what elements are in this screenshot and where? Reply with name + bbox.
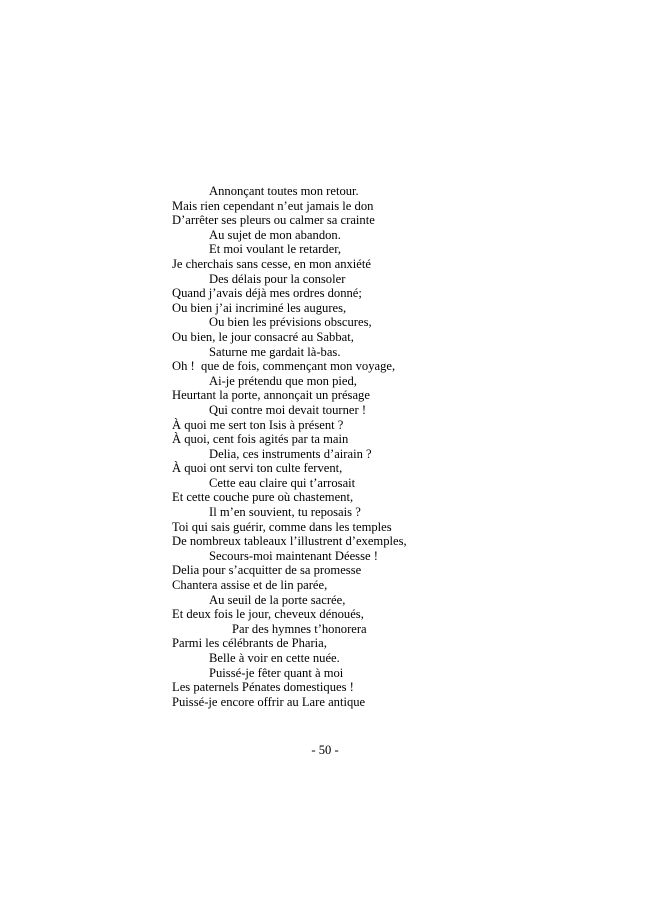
poem-line: Les paternels Pénates domestiques ! [172,680,354,695]
poem-line: Et moi voulant le retarder, [209,242,342,257]
poem-line: Et deux fois le jour, cheveux dénoués, [172,607,364,622]
poem-line: Delia, ces instruments d’airain ? [209,446,372,461]
poem-line: Ou bien, le jour consacré au Sabbat, [172,329,354,344]
poem-text [172,184,552,709]
poem-line: Parmi les célébrants de Pharia, [172,636,327,651]
page-number: - 50 - [311,743,339,757]
poem-line: Saturne me gardait là-bas. [209,344,341,359]
poem-line: Qui contre moi devait tourner ! [209,402,367,417]
poem-line: Oh ! que de fois, commençant mon voyage, [172,359,396,374]
poem-line: Toi qui sais guérir, comme dans les temples [172,519,392,534]
poem-line: D’arrêter ses pleurs ou calmer sa crainte [172,213,375,228]
poem-line: À quoi me sert ton Isis à présent ? [172,417,344,432]
poem-line: Belle à voir en cette nuée. [209,651,340,665]
poem-line: Ai-je prétendu que mon pied, [209,373,357,388]
poem-line: Cette eau claire qui t’arrosait [209,475,356,490]
poem-line: À quoi ont servi ton culte fervent, [172,461,343,476]
poem-line: Par des hymnes t’honorera [232,621,367,636]
poem-line: Quand j’avais déjà mes ordres donné; [172,286,362,301]
poem-line: De nombreux tableaux l’illustrent d’exemples, [172,534,407,549]
poem-line: Il m’en souvient, tu reposais ? [209,505,361,520]
poem-line: Chantera assise et de lin parée, [172,578,328,593]
poem-line: Secours-moi maintenant Déesse ! [209,548,378,563]
poem-line: Des délais pour la consoler [209,271,346,286]
poem-line: Mais rien cependant n’eut jamais le don [172,198,374,213]
poem-line: Ou bien j’ai incriminé les augures, [172,300,347,315]
poem-line: Annonçant toutes mon retour. [209,184,359,198]
poem-line: Puissé-je fêter quant à moi [209,665,344,680]
poem-line: Delia pour s’acquitter de sa promesse [172,563,362,578]
poem-line: À quoi, cent fois agités par ta main [172,432,349,447]
poem-line: Heurtant la porte, annonçait un présage [172,388,370,403]
poem-line: Au sujet de mon abandon. [209,227,341,242]
poem-line: Et cette couche pure où chastement, [172,490,354,505]
poem-line: Ou bien les prévisions obscures, [209,315,372,330]
poem-line: Au seuil de la porte sacrée, [209,592,346,607]
poem-line: Puissé-je encore offrir au Lare antique [172,694,366,709]
poem-line: Je cherchais sans cesse, en mon anxiété [172,256,371,271]
